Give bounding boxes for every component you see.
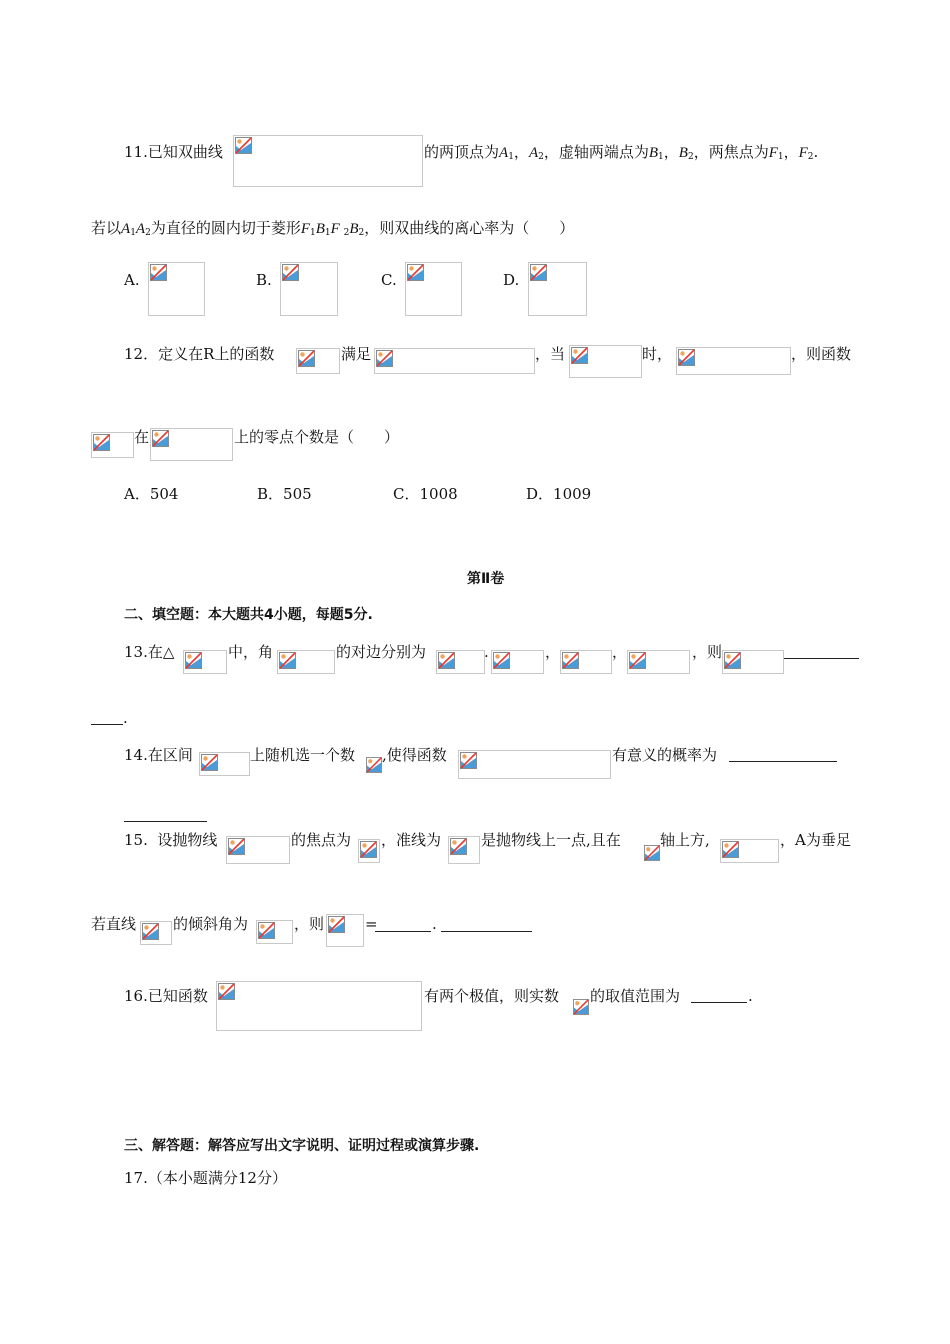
solution-section-heading: 三、解答题：解答应写出文字说明、证明过程或演算步骤. [124, 1138, 480, 1154]
q14-start: 14.在区间 [124, 746, 193, 764]
q16-answer-blank [691, 1002, 747, 1003]
q14-answer-blank [729, 761, 837, 762]
q13-start: 13.在△ [124, 643, 175, 661]
q13-angles-image [277, 650, 335, 674]
q12-when: ，当 [535, 345, 566, 363]
q11-option-b-label: B. [256, 271, 272, 289]
broken-image-icon [218, 983, 235, 1000]
broken-image-icon [152, 430, 169, 447]
q15-inclination: 的倾斜角为 [173, 915, 249, 933]
q13-condition-3-image [627, 650, 690, 674]
q15-period: . [432, 915, 437, 933]
q16-function-image [216, 981, 422, 1031]
broken-image-icon [530, 264, 547, 281]
q15-answer-blank-2 [441, 931, 532, 932]
q15-axis-variable-image [644, 844, 660, 862]
q12-option-a: A．504 [124, 485, 179, 503]
broken-image-icon [360, 841, 377, 858]
q17-heading: 17.（本小题满分12分） [124, 1169, 287, 1187]
q15-angle-image [256, 920, 293, 944]
q15-focus: 的焦点为 [291, 831, 352, 849]
q13-then: ，则 [692, 643, 723, 661]
q14-random-number: 上随机选一个数 [250, 746, 356, 764]
part-two-title: 第Ⅱ卷 [467, 571, 505, 587]
q12-condition-image [374, 348, 535, 374]
broken-image-icon [282, 264, 299, 281]
q13-answer-blank-cont [91, 724, 123, 725]
q13-sides-image [436, 650, 485, 674]
broken-image-icon [450, 838, 467, 855]
q11-line1-rest: 的两顶点为$A_1$，$A_2$，虚轴两端点为$B_1$，$B_2$，两焦点为$F_1$，$F_2$. [424, 143, 819, 162]
q11-line2: 若以$A_1A_2$为直径的圆内切于菱形$F_1B_1F$ $_2B_2$，则双曲线的离心率为（ ） [91, 219, 575, 238]
q13-triangle-image [183, 650, 227, 674]
broken-image-icon [142, 923, 159, 940]
q13-comma-2: ， [612, 643, 628, 661]
q14-probability: 有意义的概率为 [612, 746, 718, 764]
broken-image-icon [629, 652, 646, 669]
broken-image-icon [438, 652, 455, 669]
broken-image-icon [376, 350, 393, 367]
broken-image-icon [258, 922, 275, 939]
broken-image-icon [562, 652, 579, 669]
q13-answer-blank [784, 658, 859, 659]
q12-option-b: B．505 [257, 485, 312, 503]
q13-end: . [123, 709, 128, 727]
q13-answer-target-image [722, 650, 784, 674]
q12-fx-image [296, 348, 340, 374]
q15-line-image [140, 921, 172, 945]
q16-end: . [748, 987, 753, 1005]
broken-image-icon [201, 754, 218, 771]
q11-line1: 11.已知双曲线 [124, 143, 223, 161]
q12-line1-start: 12．定义在R上的函数 [124, 345, 275, 363]
q15-equals: = [365, 915, 378, 933]
broken-image-icon [150, 264, 167, 281]
broken-image-icon [279, 652, 296, 669]
broken-image-icon [407, 264, 424, 281]
broken-image-icon [724, 652, 741, 669]
q14-function-image [458, 750, 611, 779]
broken-image-icon [366, 757, 382, 773]
broken-image-icon [573, 999, 589, 1015]
q11-option-c-label: C. [381, 271, 397, 289]
q15-perpendicular-image [720, 839, 779, 863]
q15-focus-image [358, 839, 380, 863]
broken-image-icon [298, 350, 315, 367]
q12-interval-image [569, 345, 642, 378]
q12-then-function: ，则函数 [791, 345, 852, 363]
q15-foot: ，A为垂足 [780, 831, 851, 849]
q12-definition-image [676, 347, 791, 375]
q15-point-on-parabola: 是抛物线上一点,且在 [481, 831, 621, 849]
q11-number: 11. [124, 143, 148, 161]
q11-option-d-image [528, 262, 587, 316]
broken-image-icon [93, 434, 110, 451]
broken-image-icon [493, 652, 510, 669]
q11-option-a-label: A. [124, 271, 140, 289]
q12-domain-image [150, 428, 233, 461]
q15-start: 15. 设抛物线 [124, 831, 218, 849]
q15-line2-start: 若直线 [91, 915, 137, 933]
broken-image-icon [571, 347, 588, 364]
q12-option-d: D．1009 [526, 485, 592, 503]
broken-image-icon [235, 137, 252, 154]
q12-question: 上的零点个数是（ ） [234, 428, 400, 446]
broken-image-icon [722, 841, 739, 858]
q11-option-c-image [405, 262, 462, 316]
q13-dot: . [484, 643, 489, 661]
q11-hyperbola-equation-image [233, 135, 423, 187]
q15-directrix-image [448, 836, 480, 864]
q13-angle: 中，角 [228, 643, 274, 661]
q15-parabola-image [226, 836, 290, 864]
q11-option-a-image [148, 262, 205, 316]
q14-variable-image [366, 756, 382, 774]
q14-answer-blank-cont [124, 821, 207, 822]
q16-range: 的取值范围为 [590, 987, 681, 1005]
q15-directrix: ，准线为 [381, 831, 442, 849]
q15-target-image [326, 914, 364, 947]
q12-on: 在 [134, 428, 150, 446]
q11-option-d-label: D. [503, 271, 520, 289]
q12-time: 时， [642, 345, 673, 363]
q16-parameter-image [573, 998, 589, 1016]
fill-in-section-heading: 二、填空题：本大题共4小题，每题5分. [124, 607, 373, 623]
broken-image-icon [185, 652, 202, 669]
q13-sides-label: 的对边分别为 [336, 643, 427, 661]
broken-image-icon [678, 349, 695, 366]
broken-image-icon [644, 845, 660, 861]
q12-option-c: C．1008 [393, 485, 458, 503]
q12-satisfy: 满足 [341, 345, 372, 363]
q15-answer-blank [375, 931, 431, 932]
q15-then: ，则 [294, 915, 325, 933]
broken-image-icon [228, 838, 245, 855]
broken-image-icon [328, 916, 345, 933]
q13-condition-2-image [560, 650, 612, 674]
q16-start: 16.已知函数 [124, 987, 208, 1005]
q14-function-label: ,使得函数 [382, 746, 447, 764]
broken-image-icon [460, 752, 477, 769]
q12-gx-image [91, 432, 134, 458]
q13-comma-1: ， [545, 643, 561, 661]
q16-extrema: 有两个极值，则实数 [424, 987, 560, 1005]
q14-interval-image [199, 752, 250, 776]
q11-option-b-image [280, 262, 338, 316]
q13-condition-1-image [491, 650, 544, 674]
q15-axis-above: 轴上方, [660, 831, 710, 849]
